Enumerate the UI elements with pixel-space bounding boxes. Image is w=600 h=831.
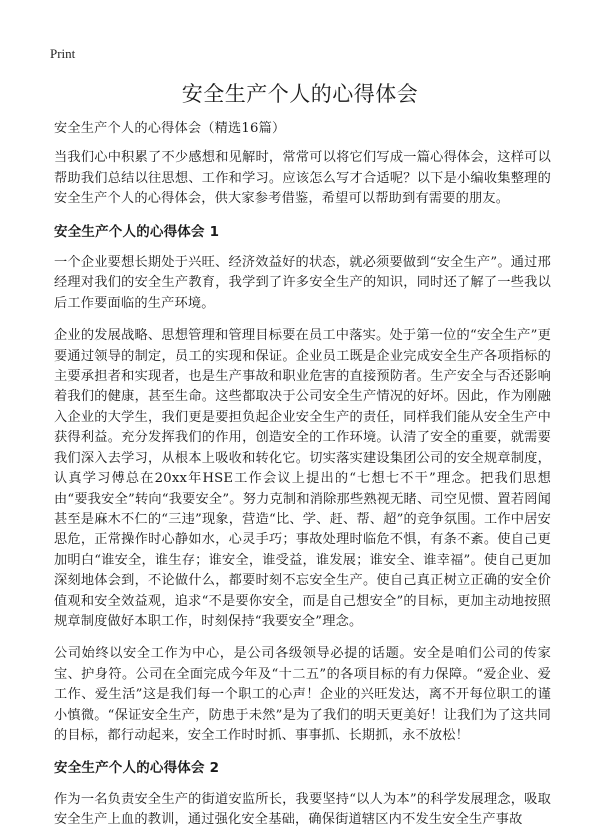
section-paragraph: 作为一名负责安全生产的街道安监所长，我要坚持“以人为本”的科学发展理念，吸取安全生产上血的教训，通过强化安全基础，确保街道辖区内不发生安全生产事故	[54, 791, 551, 828]
document-title: 安全生产个人的心得体会	[181, 82, 419, 106]
section-paragraph: 企业的发展战略、思想管理和管理目标要在员工中落实。处于第一位的“安全生产”更要通过领导的制定，员工的实现和保证。企业员工既是企业完成安全生产各项指标的主要承担者和实现者，也是生产事故和职业危害的直接预防者。生产安全与否还影响着我们的健康，甚至生命。这些都取决于公司安全生产情况的好坏。因此，作为刚融入企业的大学生，我们更是要担负起企业安全生产的责任，同样我们能从安全生产中获得利益。充分发挥我们的作用，创造安全的工作环境。认清了安全的重要，就需要我们深入去学习，从根本上吸收和转化它。切实落实建设集团公司的安全规章制度，认真学习傅总在20xx年HSE工作会议上提出的“七想七不干”理念。把我们思想由“要我安全”转向“我要安全”。努力克制和消除那些熟视无睹、司空见惯、置若罔闻甚至是麻木不仁的“三违”现象，营造“比、学、赶、帮、超”的竞争氛围。工作中居安思危，正常操作时心静如水，心灵手巧；事故处理时临危不惧，有条不紊。使自己更加明白“谁安全，谁生存；谁安全，谁受益，谁发展；谁安全、谁幸福”。使自己更加深刻地体会到，不论做什么，都要时刻不忘安全生产。使自己真正树立正确的安全价值观和安全效益观，追求“不是要你安全，而是自己想安全”的目标，更加主动地按照规章制度做好本职工作，时刻保持“我要安全”理念。	[54, 328, 551, 629]
section-heading: 安全生产个人的心得体会 2	[54, 760, 220, 777]
section-heading: 安全生产个人的心得体会 1	[54, 223, 220, 240]
document-subtitle: 安全生产个人的心得体会（精选16篇）	[54, 121, 286, 136]
intro-paragraph: 当我们心中积累了不少感想和见解时，常常可以将它们写成一篇心得体会，这样可以帮助我们总结以往思想、工作和学习。应该怎么写才合适呢？以下是小编收集整理的安全生产个人的心得体会，供大家参考借鉴，希望可以帮助到有需要的朋友。	[54, 150, 551, 207]
print-link[interactable]: Print	[50, 46, 76, 61]
document-body	[54, 119, 551, 831]
section-paragraph: 公司始终以安全工作为中心，是公司各级领导必提的话题。安全是咱们公司的传家宝、护身符。公司在全面完成今年及“十二五”的各项目标的有力保障。“爱企业、爱工作、爱生活”这是我们每一个职工的心声！企业的兴旺发达，离不开每位职工的谨小慎微。“保证安全生产，防患于未然”是为了我们的明天更美好！让我们为了这共同的目标，都行动起来，安全工作时时抓、事事抓、长期抓，永不放松！	[54, 646, 551, 743]
section-paragraph: 一个企业要想长期处于兴旺、经济效益好的状态，就必须要做到“安全生产”。通过邢经理对我们的安全生产教育，我学到了许多安全生产的知识，同时还了解了一些我以后工作要面临的生产环境。	[54, 255, 551, 311]
